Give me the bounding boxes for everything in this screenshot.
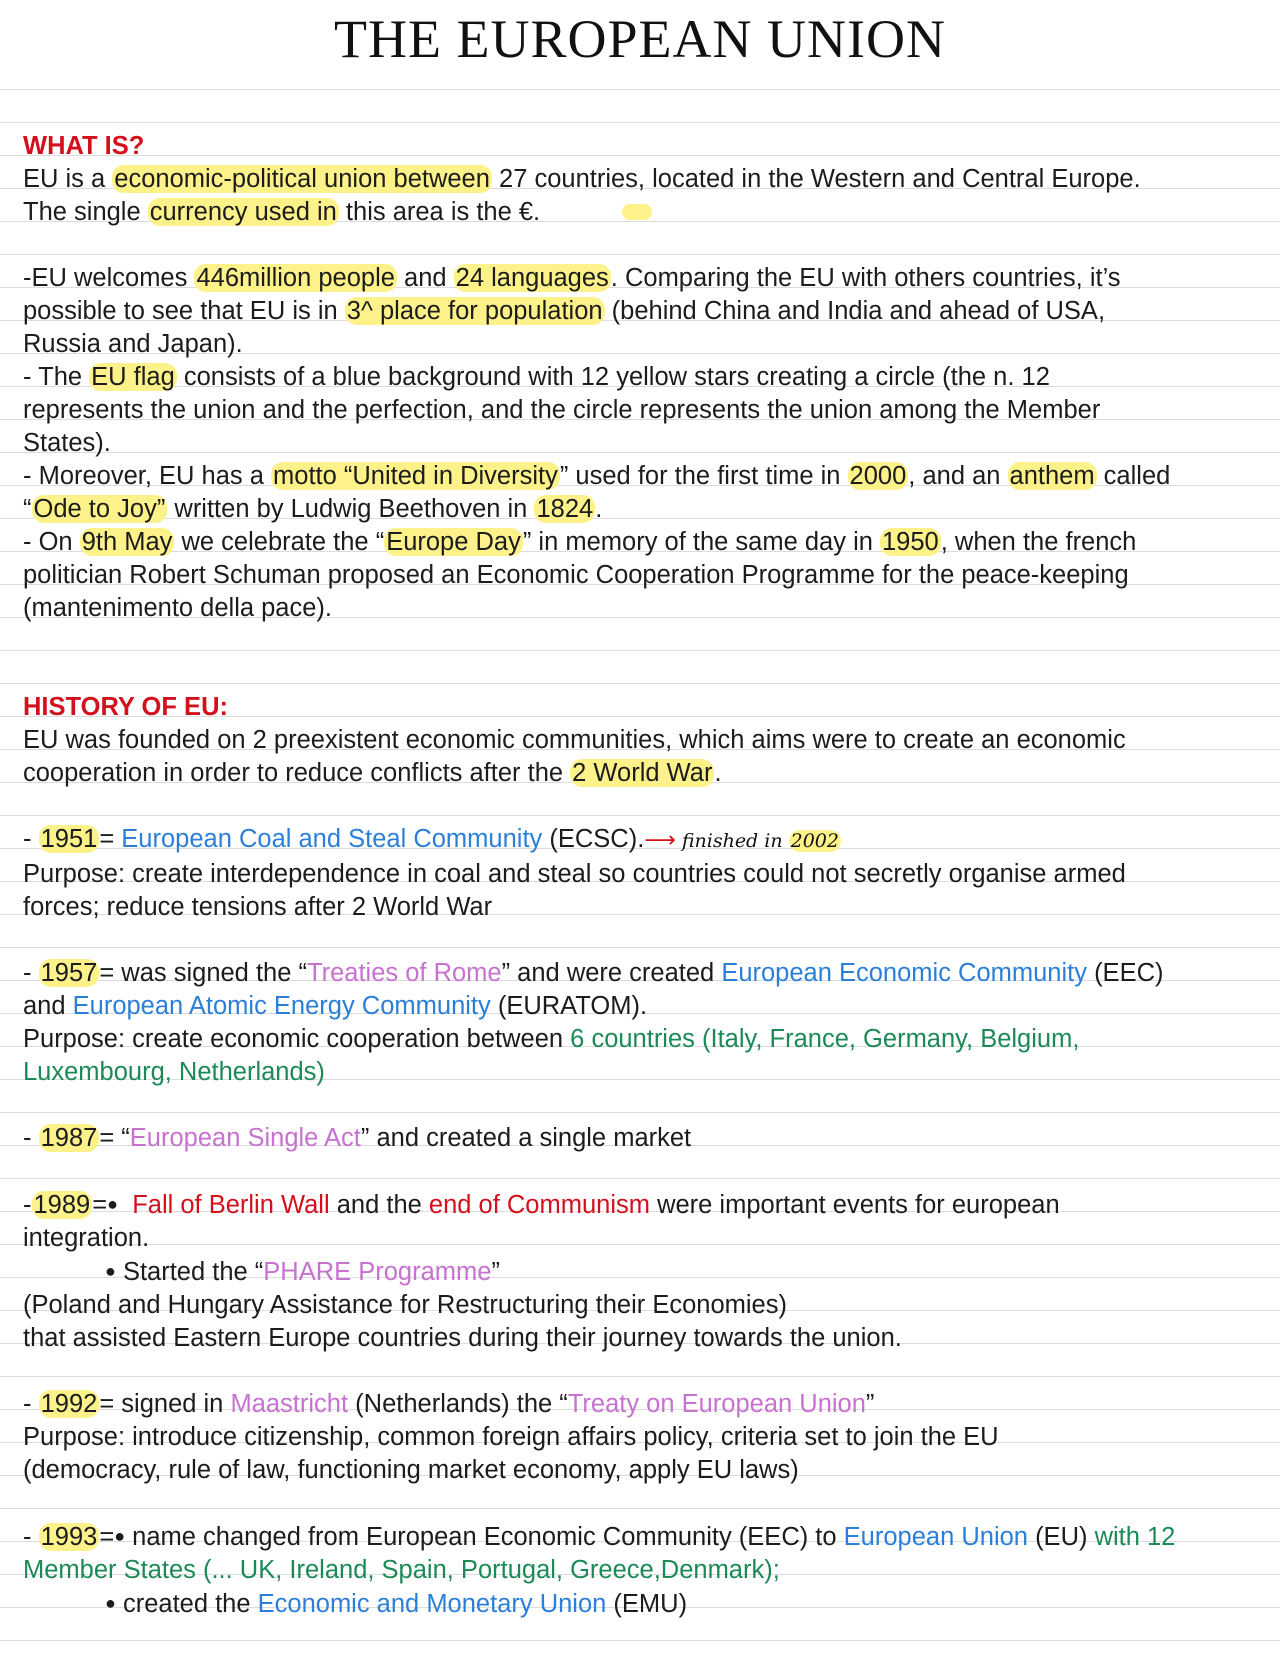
text: . bbox=[595, 495, 603, 523]
text-line: Purpose: introduce citizenship, common foreign affairs policy, criteria set to join the EU bbox=[23, 1423, 999, 1451]
text: created the bbox=[115, 1590, 258, 1618]
note-year: 2002 bbox=[790, 830, 839, 852]
highlight: 3^ place for population bbox=[346, 297, 603, 325]
text-line: represents the union and the perfection, and the circle represents the union among the Member bbox=[23, 396, 1101, 424]
page-title: THE EUROPEAN UNION bbox=[0, 8, 1280, 70]
year-highlight: 1951 bbox=[40, 825, 98, 853]
arrow-icon: ⟶ bbox=[644, 827, 676, 852]
text: , and an bbox=[908, 462, 1008, 490]
programme-name: PHARE Programme bbox=[263, 1258, 492, 1286]
bullet-icon: ● bbox=[107, 1194, 119, 1214]
highlight: EU flag bbox=[91, 363, 175, 391]
text-line bbox=[23, 990, 1268, 1023]
text-line bbox=[23, 163, 1268, 196]
highlight: 1950 bbox=[882, 528, 939, 556]
bullet-line bbox=[23, 1587, 1268, 1621]
highlight: currency used in bbox=[149, 198, 337, 226]
text-line: that assisted Eastern Europe countries during their journey towards the union. bbox=[23, 1324, 902, 1352]
text: ” and created a single market bbox=[360, 1124, 692, 1152]
text-line: (Poland and Hungary Assistance for Restructuring their Economies) bbox=[23, 1291, 787, 1319]
text-line: forces; reduce tensions after 2 World War bbox=[23, 893, 493, 921]
text: Purpose: create economic cooperation between bbox=[23, 1025, 571, 1053]
text: - The bbox=[23, 363, 90, 391]
text: - bbox=[23, 1124, 39, 1152]
highlight: Europe Day bbox=[386, 528, 521, 556]
text: (EURATOM). bbox=[490, 992, 648, 1020]
section-heading-history: HISTORY OF EU: bbox=[23, 693, 228, 721]
text-line: EU was founded on 2 preexistent economic communities, which aims were to create an economic bbox=[23, 726, 1126, 754]
text-line bbox=[23, 493, 1268, 526]
timeline-entry-1957 bbox=[23, 957, 1268, 990]
year-highlight: 1957 bbox=[40, 959, 98, 987]
treaty-name: Treaties of Rome bbox=[306, 959, 502, 987]
treaty-name: Treaty on European Union bbox=[567, 1390, 866, 1418]
text: EU is a bbox=[23, 165, 113, 193]
text: - bbox=[23, 1390, 39, 1418]
text: . bbox=[714, 759, 722, 787]
text: ” in memory of the same day in bbox=[522, 528, 880, 556]
highlight: 1824 bbox=[536, 495, 594, 523]
text: this area is the €. bbox=[338, 198, 541, 226]
text: = bbox=[99, 1523, 115, 1551]
text: were important events for european bbox=[649, 1191, 1060, 1219]
bullet-line bbox=[23, 1255, 1268, 1289]
text: = bbox=[99, 825, 122, 853]
bullet-icon: ● bbox=[114, 1526, 126, 1546]
highlight: economic-political union between bbox=[114, 165, 490, 193]
section-heading-what-is: WHAT IS? bbox=[23, 132, 145, 160]
year-highlight: 1987 bbox=[40, 1124, 98, 1152]
text: (EMU) bbox=[606, 1590, 688, 1618]
text-line: (mantenimento della pace). bbox=[23, 594, 333, 622]
timeline-entry-1993 bbox=[23, 1520, 1268, 1554]
text: - bbox=[23, 1191, 32, 1219]
note-text: finished in bbox=[681, 830, 789, 852]
text: The single bbox=[23, 198, 148, 226]
text: - Moreover, EU has a bbox=[23, 462, 272, 490]
text: = was signed the “ bbox=[99, 959, 307, 987]
text-line: States). bbox=[23, 429, 111, 457]
institution-name: European Atomic Energy Community bbox=[72, 992, 491, 1020]
highlight: 24 languages bbox=[455, 264, 609, 292]
text-line bbox=[23, 295, 1268, 328]
text: = bbox=[92, 1191, 108, 1219]
text: = signed in bbox=[99, 1390, 231, 1418]
highlight: 446million people bbox=[196, 264, 395, 292]
text-line bbox=[23, 526, 1268, 559]
text: -EU welcomes bbox=[23, 264, 195, 292]
text: - bbox=[23, 1523, 39, 1551]
treaty-name: European Single Act bbox=[129, 1124, 361, 1152]
countries-list: Luxembourg, Netherlands) bbox=[23, 1058, 325, 1086]
bullet-icon: ● bbox=[105, 1261, 116, 1281]
handwritten-note bbox=[682, 830, 841, 852]
highlight: 9th May bbox=[81, 528, 173, 556]
text: name changed from European Economic Community (EEC) to bbox=[125, 1523, 844, 1551]
text: called bbox=[1096, 462, 1171, 490]
text: possible to see that EU is in bbox=[23, 297, 345, 325]
timeline-entry-1989 bbox=[23, 1188, 1268, 1222]
text: “ bbox=[23, 495, 32, 523]
year-highlight: 1989 bbox=[33, 1191, 91, 1219]
event-name: end of Communism bbox=[428, 1191, 650, 1219]
text: = “ bbox=[99, 1124, 130, 1152]
highlight: anthem bbox=[1009, 462, 1095, 490]
countries-list: 6 countries (Italy, France, Germany, Belgium, bbox=[570, 1025, 1080, 1053]
text: (behind China and India and ahead of USA, bbox=[604, 297, 1106, 325]
institution-name: European Coal and Steal Community bbox=[121, 825, 543, 853]
timeline-entry-1992 bbox=[23, 1388, 1268, 1421]
text: (EEC) bbox=[1086, 959, 1164, 987]
city-name: Maastricht bbox=[230, 1390, 349, 1418]
text-line bbox=[23, 361, 1268, 394]
text: and bbox=[396, 264, 454, 292]
text-line: Purpose: create interdependence in coal and steal so countries could not secretly organise armed bbox=[23, 860, 1126, 888]
text-line bbox=[23, 757, 1268, 790]
text-line bbox=[23, 262, 1268, 295]
text: 27 countries, located in the Western and Central Europe. bbox=[491, 165, 1141, 193]
text-line: (democracy, rule of law, functioning market economy, apply EU laws) bbox=[23, 1456, 799, 1484]
text: ” bbox=[865, 1390, 875, 1418]
text: (EU) bbox=[1027, 1523, 1095, 1551]
highlight: Ode to Joy” bbox=[33, 495, 166, 523]
text: - On bbox=[23, 528, 80, 556]
text-line bbox=[23, 1023, 1268, 1056]
text: consists of a blue background with 12 yellow stars creating a circle (the n. 12 bbox=[176, 363, 1050, 391]
text-line: Russia and Japan). bbox=[23, 330, 243, 358]
institution-name: European Union bbox=[843, 1523, 1028, 1551]
timeline-entry-1951 bbox=[23, 823, 1268, 858]
highlight: 2000 bbox=[849, 462, 907, 490]
highlight: 2 World War bbox=[572, 759, 713, 787]
text: we celebrate the “ bbox=[174, 528, 385, 556]
text-line: integration. bbox=[23, 1224, 150, 1252]
text: and bbox=[23, 992, 73, 1020]
members-text: Member States (... UK, Ireland, Spain, Portugal, Greece,Denmark); bbox=[23, 1556, 780, 1584]
text: cooperation in order to reduce conflicts after the bbox=[23, 759, 571, 787]
members-text: with 12 bbox=[1094, 1523, 1176, 1551]
event-name: Fall of Berlin Wall bbox=[132, 1191, 330, 1219]
text: ” and were created bbox=[501, 959, 722, 987]
notes-body bbox=[23, 130, 1268, 1621]
text: - bbox=[23, 959, 39, 987]
text-line bbox=[23, 460, 1268, 493]
text: - bbox=[23, 825, 39, 853]
text: Started the “ bbox=[115, 1258, 264, 1286]
text: (Netherlands) the “ bbox=[348, 1390, 568, 1418]
highlight: motto “United in Diversity bbox=[273, 462, 558, 490]
text-line: politician Robert Schuman proposed an Economic Cooperation Programme for the peace-keeping bbox=[23, 561, 1129, 589]
bullet-icon: ● bbox=[105, 1593, 116, 1613]
timeline-entry-1987 bbox=[23, 1122, 1268, 1155]
text: and the bbox=[329, 1191, 429, 1219]
institution-name: European Economic Community bbox=[721, 959, 1087, 987]
text: written by Ludwig Beethoven in bbox=[167, 495, 535, 523]
year-highlight: 1992 bbox=[40, 1390, 98, 1418]
text: (ECSC). bbox=[542, 825, 645, 853]
text: ” bbox=[491, 1258, 500, 1286]
text: , when the french bbox=[940, 528, 1137, 556]
institution-name: Economic and Monetary Union bbox=[257, 1590, 607, 1618]
text: ” used for the first time in bbox=[559, 462, 848, 490]
year-highlight: 1993 bbox=[40, 1523, 98, 1551]
text-line bbox=[23, 196, 1268, 229]
text: . Comparing the EU with others countries, it’s bbox=[610, 264, 1121, 292]
